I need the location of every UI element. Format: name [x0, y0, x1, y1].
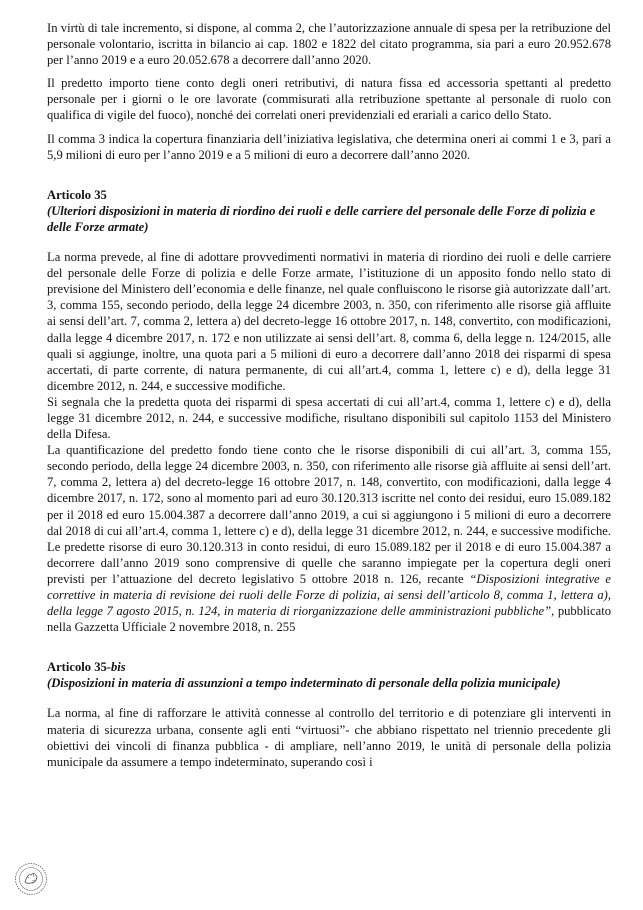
- article-35-paragraph-3: [47, 442, 611, 635]
- article-35-subtitle: (Ulteriori disposizioni in materia di riordino dei ruoli e delle carriere del personale delle Forze di polizia e delle Forze armate): [47, 203, 596, 234]
- article-35-paragraph-1: La norma prevede, al fine di adottare provvedimenti normativi in materia di riordino dei ruoli e delle carriere del personale delle Forze di polizia e delle Forze armate, l’istituzione di un apposito fondo nello stato di previsione del Ministero dell’economia e delle finanze, nel quale confluiscono le risorse già autorizzate dall’art. 3, comma 155, secondo periodo, della legge 24 dicembre 2003, n. 350, con riferimento alle risorse già affluite ai sensi dell’art. 7, comma 2, lettera a) del decreto-legge 16 ottobre 2017, n. 148, convertito, con modificazioni, dalla legge 4 dicembre 2017, n. 172 e non utilizzate ai sensi dell’art. 8, comma 6, della legge n. 124/2015, alle quali si aggiunge, inoltre, una quota pari a 5 milioni di euro a decorrere dall’anno 2018 dei risparmi di spesa accertati, di parte corrente, di natura permanente, di cui all’art.4, comma 1, lettere c) e d), della legge 31 dicembre 2012, n. 244, e successive modifiche.: [47, 250, 611, 393]
- decree-title-quote: “Disposizioni integrative e correttive in materia di revisione dei ruoli delle Forze di polizia, ai sensi dell’articolo 8, comma 1, lettera a), della legge 7 agosto 2015, n. 124, in materia di riorganizzazione delle amministrazioni pubbliche”: [47, 571, 611, 619]
- intro-paragraph-1: In virtù di tale incremento, si dispone, al comma 2, che l’autorizzazione annuale di spesa per la retribuzione del personale volontario, iscritta in bilancio ai cap. 1802 e 1822 del citato programma, sia pari a euro 20.952.678 per l’anno 2019 e a euro 20.052.678 a decorrere dall’anno 2020.: [47, 21, 611, 68]
- document-page: [47, 20, 611, 770]
- official-seal-icon: [14, 862, 48, 896]
- article-35-bis-suffix: bis: [111, 660, 126, 675]
- article-35-bis-paragraph-1: La norma, al fine di rafforzare le attività connesse al controllo del territorio e di potenziare gli interventi in materia di sicurezza urbana, consente agli enti “virtuosi”- che abbiano rispettato nel triennio precedente gli obiettivi dei vincoli di finanza pubblica - di ampliare, nell’anno 2019, le unità di personale della polizia municipale da assumere a tempo indeterminato, superando così i: [47, 706, 611, 769]
- article-35-section: [47, 187, 611, 636]
- article-35-paragraph-2: Si segnala che la predetta quota dei risparmi di spesa accertati di cui all’art.4, comma 1, lettere c) e d), della legge 31 dicembre 2012, n. 244, e successive modifiche, risultano disponibili sul capitolo 1153 del Ministero della Difesa.: [47, 394, 611, 442]
- article-35-heading: Articolo 35: [47, 187, 107, 202]
- article-35-paragraph-3-text: La quantificazione del predetto fondo tiene conto che le risorse disponibili di cui all’art. 3, comma 155, secondo periodo, della legge 24 dicembre 2003, n. 350, con riferimento alle risorse già affluite ai sensi dell’art. 7, comma 2, lettera a) del decreto-legge 16 ottobre 2017, n. 148, convertito, con modificazioni, dalla legge 4 dicembre 2017, n. 172, sono al momento pari ad euro 30.120.313 iscritte nel conto dei residui, euro 15.089.182 per il 2018 ed euro 15.004.387 a decorrere dall’anno 2019, a cui si aggiungono i 5 milioni di euro a decorrere dal 2018 di cui all’art.4, comma 1, lettere c) e d), della legge 31 dicembre 2012, n. 244, e successive modifiche. Le predette risorse di euro 30.120.313 in conto residui, di euro 15.089.182 per il 2018 e di euro 15.004.387 a decorrere dall’anno 2019 sono comprensive di quelle che saranno impiegate per la copertura degli oneri previsti per l’attuazione del decreto legislativo 5 ottobre 2018 n. 126, recante: [47, 443, 611, 586]
- article-35-bis-section: [47, 659, 611, 770]
- intro-paragraph-2: Il predetto importo tiene conto degli oneri retributivi, di natura fissa ed accessoria spettanti al predetto personale per i giorni o le ore lavorate (commisurati alla retribuzione spettante al personale di ruolo con qualifica di vigile del fuoco), nonché dei correlati oneri previdenziali ed erariali a carico dello Stato.: [47, 76, 611, 123]
- article-35-paragraph-3-tail: , pubblicato nella Gazzetta Ufficiale 2 novembre 2018, n. 255: [47, 604, 611, 635]
- article-35-bis-subtitle: (Disposizioni in materia di assunzioni a tempo indeterminato di personale della polizia municipale): [47, 676, 561, 691]
- intro-paragraph-3: Il comma 3 indica la copertura finanziaria dell’iniziativa legislativa, che determina oneri ai commi 1 e 3, pari a 5,9 milioni di euro per l’anno 2019 e a 5 milioni di euro a decorrere dall’anno 2020.: [47, 131, 611, 162]
- article-35-bis-heading: Articolo 35-bis: [47, 660, 126, 675]
